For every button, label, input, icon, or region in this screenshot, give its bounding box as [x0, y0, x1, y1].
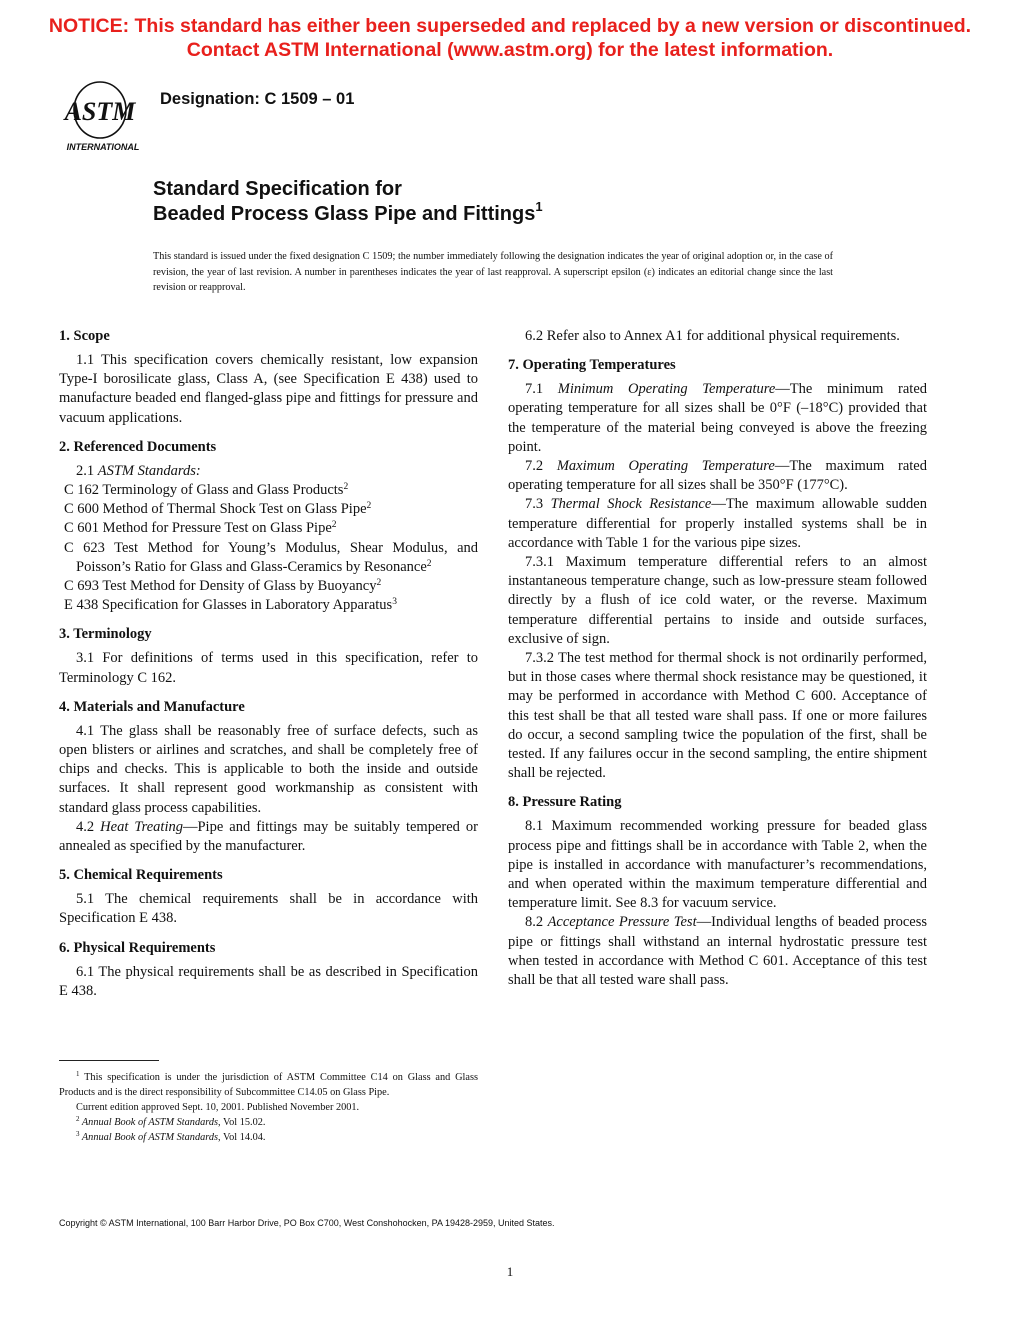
notice-line-2: Contact ASTM International (www.astm.org) for the latest information.: [186, 39, 834, 61]
reference-item: E 438 Specification for Glasses in Laboratory Apparatus$^3$: [64, 597, 397, 614]
title-line-2: Beaded Process Glass Pipe and Fittings: [153, 203, 536, 225]
reference-list: [59, 481, 478, 615]
section-heading-terminology: 3. Terminology: [59, 626, 152, 643]
paragraph-7-3: 7.3 Thermal Shock Resistance—The maximum allowable sudden temperature differential for properly installed systems shall be in accordance with Table 1 for the various pipe sizes.: [508, 496, 927, 551]
logo-subtext: INTERNATIONAL: [66, 142, 140, 152]
title-footnote-mark: 1: [535, 199, 543, 214]
reference-item: C 601 Method for Pressure Test on Glass Pipe$^2$: [64, 520, 337, 537]
notice-line-1: NOTICE: This standard has either been superseded and replaced by a new version or discontinued.: [48, 15, 972, 37]
left-column: [59, 327, 478, 1001]
paragraph-4-1: 4.1 The glass shall be reasonably free of surface defects, such as open blisters or airlines and scratches, and shall be completely free of chips and checks. This is applicable to both the inside and outside surfaces. It shall represent good workmanship as consistent with standard glass process capabilities.: [59, 722, 478, 816]
section-heading-scope: 1. Scope: [59, 328, 110, 344]
section-heading-physical: 6. Physical Requirements: [59, 939, 216, 956]
paragraph-4-2: 4.2 Heat Treating—Pipe and fittings may be suitably tempered or annealed as specified by the manufacturer.: [59, 818, 479, 855]
logo-letters: ASTM: [64, 97, 136, 126]
paragraph-7-2: 7.2 Maximum Operating Temperature—The maximum rated operating temperature for all sizes shall be 350°F (177°C).: [508, 458, 927, 494]
footnote-divider: [59, 1060, 159, 1061]
reference-item: C 600 Method of Thermal Shock Test on Glass Pipe$^2$: [64, 501, 372, 518]
paragraph-6-1: 6.1 The physical requirements shall be as described in Specification E 438.: [59, 963, 478, 999]
paragraph-7-3-2: 7.3.2 The test method for thermal shock is not ordinarily performed, but in those cases where thermal shock resistance may be questioned, it may be performed in accordance with Method C 600. Acceptance of this test shall be that all tested ware shall pass. If one or more failures do occur, a second sampling twice the population of the first, shall be tested. If any failures occur in the second sampling, the entire shipment shall be rejected.: [508, 650, 927, 782]
page-number: 1: [506, 1264, 514, 1279]
paragraph-8-1: 8.1 Maximum recommended working pressure for beaded glass process pipe and fittings shall be in accordance with Table 2, when the pipe is installed in accordance with manufacturer’s recommendations, and when operated within the maximum temperature differential and temperature limit. See 8.3 for vacuum service.: [508, 818, 927, 912]
section-heading-materials: 4. Materials and Manufacture: [59, 698, 245, 715]
reference-item: C 162 Terminology of Glass and Glass Products$^2$: [64, 482, 349, 499]
paragraph-7-1: 7.1 Minimum Operating Temperature—The minimum rated operating temperature for all sizes shall be 0°F (–18°C) provided that the temperature of the material being conveyed is above the freezing point.: [508, 381, 927, 455]
paragraph-1-1: 1.1 This specification covers chemically resistant, low expansion Type-I borosilicate glass, Class A, (see Specification E 438) used to manufacture beaded end flanged-glass pipe and fittings for pressure and vacuum applications.: [59, 352, 478, 426]
footnote-1: $^1$ This specification is under the jurisdiction of ASTM Committee C14 on Glass and Glass Products and is the direct responsibility of Subcommittee C14.05 on Glass Pipe.: [59, 1070, 478, 1098]
title-line-1: Standard Specification for: [153, 178, 402, 200]
section-heading-chemical: 5. Chemical Requirements: [59, 867, 223, 884]
footnote-3: $^3$ Annual Book of ASTM Standards, Vol 14.04.: [76, 1130, 266, 1143]
footnote-2: $^2$ Annual Book of ASTM Standards, Vol 15.02.: [76, 1115, 266, 1128]
paragraph-3-1: 3.1 For definitions of terms used in this specification, refer to Terminology C 162.: [59, 650, 478, 686]
designation: Designation: C 1509 – 01: [160, 90, 355, 108]
section-heading-pressure-rating: 8. Pressure Rating: [508, 794, 622, 811]
paragraph-7-3-1: 7.3.1 Maximum temperature differential refers to an almost instantaneous temperature change, such as low-pressure steam followed directly by a flush of ice cold water, or the reverse. Maximum temperature differential pertains to inside and outside surfaces, exclusive of sign.: [508, 554, 927, 647]
section-heading-operating-temperatures: 7. Operating Temperatures: [508, 357, 676, 374]
footnote-1-edition: Current edition approved Sept. 10, 2001. Published November 2001.: [76, 1102, 360, 1113]
astm-standards-label: ASTM Standards:: [97, 462, 201, 479]
supersession-notice: [0, 14, 1020, 62]
section-heading-referenced-documents: 2. Referenced Documents: [59, 438, 217, 455]
paragraph-6-2: 6.2 Refer also to Annex A1 for additional physical requirements.: [525, 328, 900, 344]
paragraph-number: 2.1: [76, 462, 98, 479]
document-title: [153, 177, 543, 227]
copyright-line: Copyright © ASTM International, 100 Barr Harbor Drive, PO Box C700, West Conshohocken, PA 19428-2959, United States.: [59, 1218, 555, 1228]
issue-statement: This standard is issued under the fixed designation C 1509; the number immediately following the designation indicates the year of original adoption or, in the case of revision, the year of last revision. A number in parentheses indicates the year of last reapproval. A superscript epsilon (ε) indicates an editorial change since the last revision or reapproval.: [153, 251, 833, 294]
paragraph-2-1: [59, 462, 478, 481]
paragraph-8-2: 8.2 Acceptance Pressure Test—Individual lengths of beaded process pipe or fittings shall withstand an internal hydrostatic pressure test when tested in accordance with Method C 601. Acceptance of this test shall be that all tested ware shall pass.: [508, 914, 928, 989]
footnotes: [59, 1070, 478, 1145]
right-column: [508, 327, 927, 990]
reference-item: C 693 Test Method for Density of Glass by Buoyancy$^2$: [64, 578, 382, 595]
reference-item: C 623 Test Method for Young’s Modulus, Shear Modulus, and Poisson’s Ratio for Glass and Glass-Ceramics by Resonance$^2$: [64, 539, 478, 575]
astm-logo-icon: [60, 80, 146, 152]
paragraph-5-1: 5.1 The chemical requirements shall be in accordance with Specification E 438.: [59, 891, 478, 927]
